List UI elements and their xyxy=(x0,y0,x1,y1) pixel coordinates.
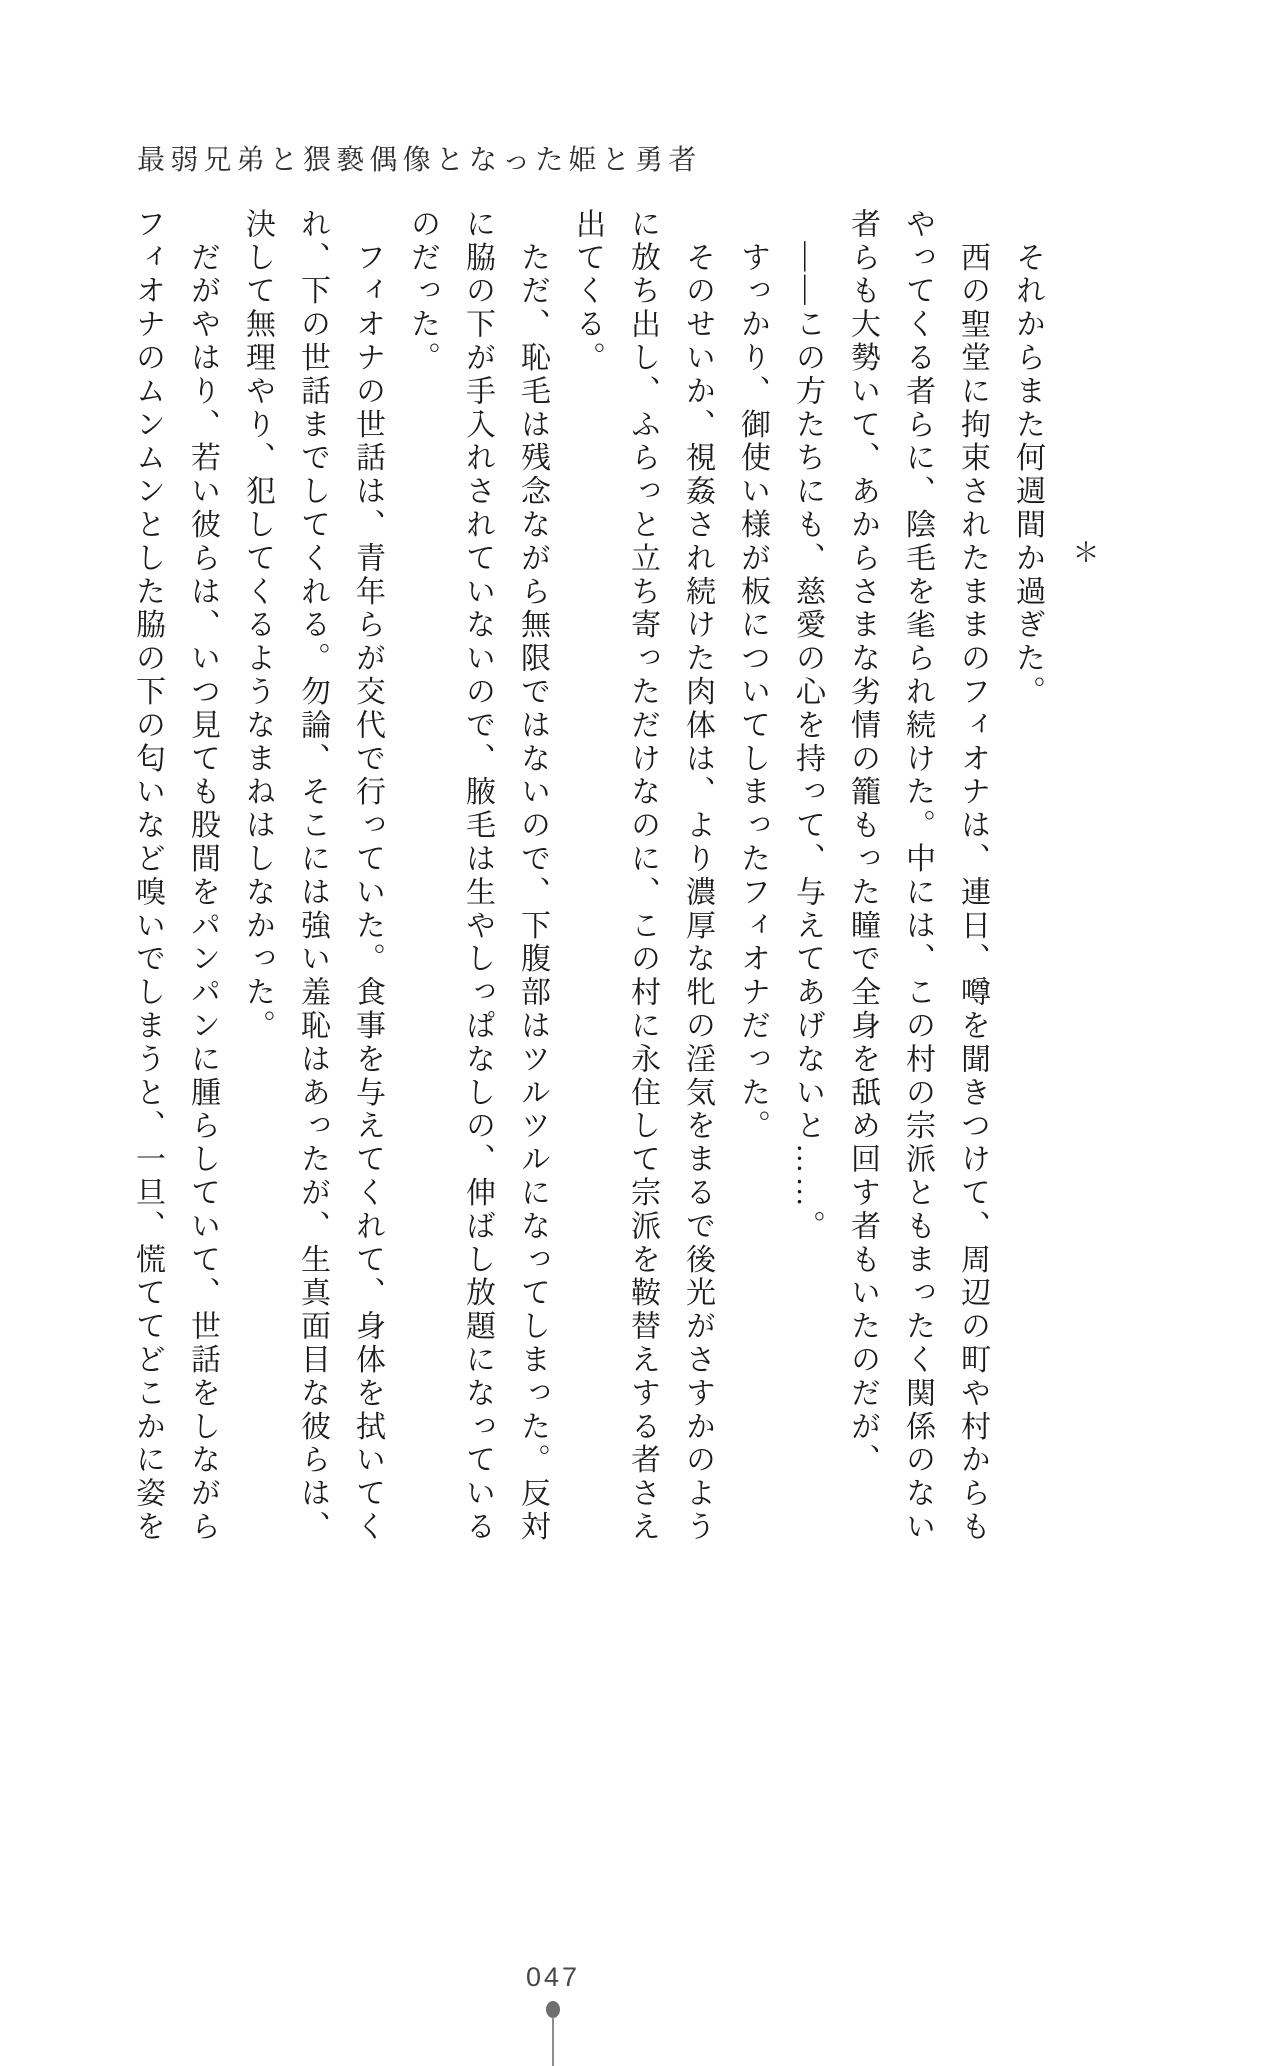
paragraph: だがやはり、若い彼らは、いつ見ても股間をパンパンに腫らしていて、世話をしながらフィオナのムンムンとした脇の下の匂いなど嗅いでしまうと、一旦、慌ててどこかに姿を xyxy=(131,208,219,1544)
running-head-title: 最弱兄弟と猥褻偶像となった姫と勇者 xyxy=(137,145,702,176)
paragraph: それからまた何週間か過ぎた。 xyxy=(1011,208,1044,709)
paragraph: フィオナの世話は、青年らが交代で行っていた。食事を与えてくれて、身体を拭いてくれ、下の世話までしてくれる。勿論、そこには強い羞恥はあったが、生真面目な彼らは、決して無理やり、犯してくるようなまねはしなかった。 xyxy=(241,208,384,1544)
paragraph: すっかり、御使い様が板についてしまったフィオナだった。 xyxy=(736,208,769,1144)
page-number: 047 xyxy=(525,1962,581,1992)
footer-line-ornament xyxy=(552,2017,554,2066)
section-break-asterisk: ＊ xyxy=(1072,538,1100,568)
body-text xyxy=(120,208,1055,1550)
paragraph: ――この方たちにも、慈愛の心を持って、与えてあげないと……。 xyxy=(791,208,824,1244)
footer-dot-ornament xyxy=(546,2001,560,2018)
paragraph: ただ、恥毛は残念ながら無限ではないので、下腹部はツルツルになってしまった。反対に脇の下が手入れされていないので、腋毛は生やしっぱなしの、伸ばし放題になっているのだった。 xyxy=(406,208,549,1544)
paragraph: 西の聖堂に拘束されたままのフィオナは、連日、噂を聞きつけて、周辺の町や村からもやってくる者らに、陰毛を毟られ続けた。中には、この村の宗派ともまったく関係のない者らも大勢いて、あからさまな劣情の籠もった瞳で全身を舐め回す者もいたのだが、 xyxy=(846,208,989,1544)
paragraph: そのせいか、視姦され続けた肉体は、より濃厚な牝の淫気をまるで後光がさすかのように放ち出し、ふらっと立ち寄っただけなのに、この村に永住して宗派を鞍替えする者さえ出てくる。 xyxy=(571,208,714,1544)
